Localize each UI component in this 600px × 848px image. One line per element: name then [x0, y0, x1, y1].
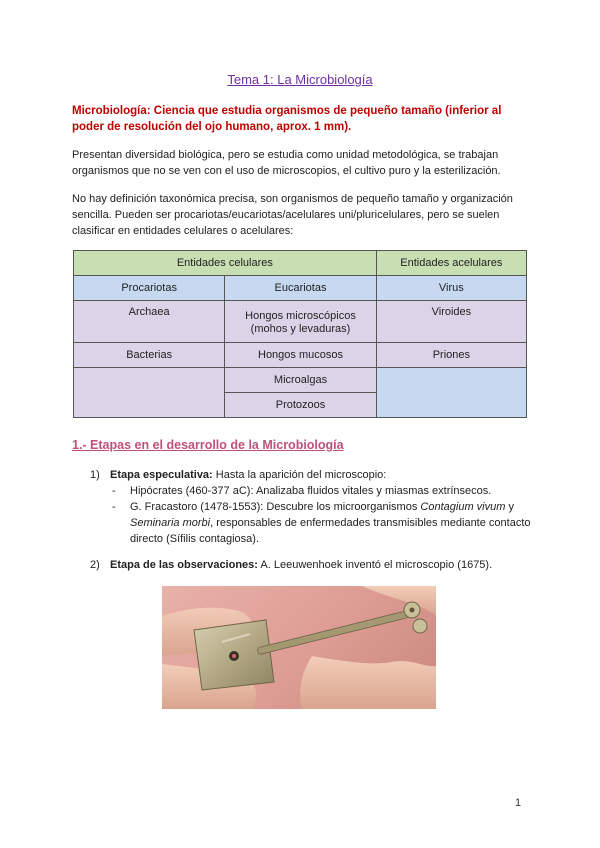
item-italic-contagium: Contagium vivum: [420, 501, 506, 513]
col-viruses: Virus: [376, 276, 526, 301]
section-heading-stages: 1.- Etapas en el desarrollo de la Microbiología: [72, 438, 344, 452]
cell-prions: Priones: [376, 343, 526, 368]
classification-table: [73, 250, 527, 418]
cell-microalgae: Microalgas: [225, 368, 376, 393]
page-number: 1: [515, 797, 522, 809]
cell-empty-prokaryote: [74, 368, 225, 418]
dash-bullet: -: [112, 501, 116, 513]
stage-label: Etapa especulativa:: [110, 469, 213, 481]
header-cellular: Entidades celulares: [74, 251, 377, 276]
fungi-micro-note: (mohos y levaduras): [250, 322, 351, 335]
header-acellular: Entidades acelulares: [376, 251, 526, 276]
stage-text: Hasta la aparición del microscopio:: [212, 469, 387, 481]
cell-viroids: Viroides: [376, 301, 526, 343]
stage-heading: [110, 557, 492, 573]
paragraph-taxonomy: No hay definición taxonómica precisa, son organismos de pequeño tamaño y organización sencilla. Pueden ser procariotas/eucariotas/acelulares uni/pluricelulares, pero se suelen clasificar en entidades celulares o acelulares:: [72, 193, 513, 237]
paragraph-diversity: Presentan diversidad biológica, pero se estudia como unidad metodológica, se trabajan organismos que no se ven con el uso de microscopios, el cultivo puro y la esterilización.: [72, 149, 501, 177]
list-item-hippocrates: [112, 483, 534, 499]
stage-heading: [110, 467, 386, 483]
col-prokaryotes: Procariotas: [74, 276, 225, 301]
stage-number: 1): [90, 469, 100, 481]
fungi-micro-label: Hongos microscópicos: [245, 309, 356, 322]
stage-text: A. Leeuwenhoek inventó el microscopio (1675).: [257, 559, 493, 571]
stage-number: 2): [90, 559, 100, 571]
stage-label: Etapa de las observaciones:: [110, 559, 258, 571]
definition: Microbiología: Ciencia que estudia organismos de pequeño tamaño (inferior al poder de resolución del ojo humano, aprox. 1 mm).: [72, 105, 502, 133]
cell-archaea: Archaea: [74, 301, 225, 343]
item-text-post: , responsables de enfermedades transmisibles mediante contacto directo (Sífilis contagiosa).: [130, 517, 531, 545]
cell-fungi-mucous: Hongos mucosos: [225, 343, 376, 368]
item-italic-seminaria: Seminaria morbi: [130, 517, 211, 529]
cell-protozoa: Protozoos: [225, 393, 376, 418]
item-text-mid: y: [505, 501, 514, 513]
dash-bullet: -: [112, 485, 116, 497]
item-text: Hipócrates (460-377 aC): Analizaba fluidos vitales y miasmas extrínsecos.: [130, 485, 492, 497]
page-title: Tema 1: La Microbiología: [227, 72, 373, 87]
list-item-fracastoro: [112, 499, 534, 547]
cell-fungi-micro: [225, 301, 376, 343]
microscope-illustration: [162, 586, 436, 709]
cell-empty-acellular: [376, 368, 526, 418]
col-eukaryotes: Eucariotas: [225, 276, 376, 301]
microscope-photo: [162, 586, 436, 709]
cell-bacteria: Bacterias: [74, 343, 225, 368]
item-text-pre: G. Fracastoro (1478-1553): Descubre los microorganismos: [130, 501, 421, 513]
